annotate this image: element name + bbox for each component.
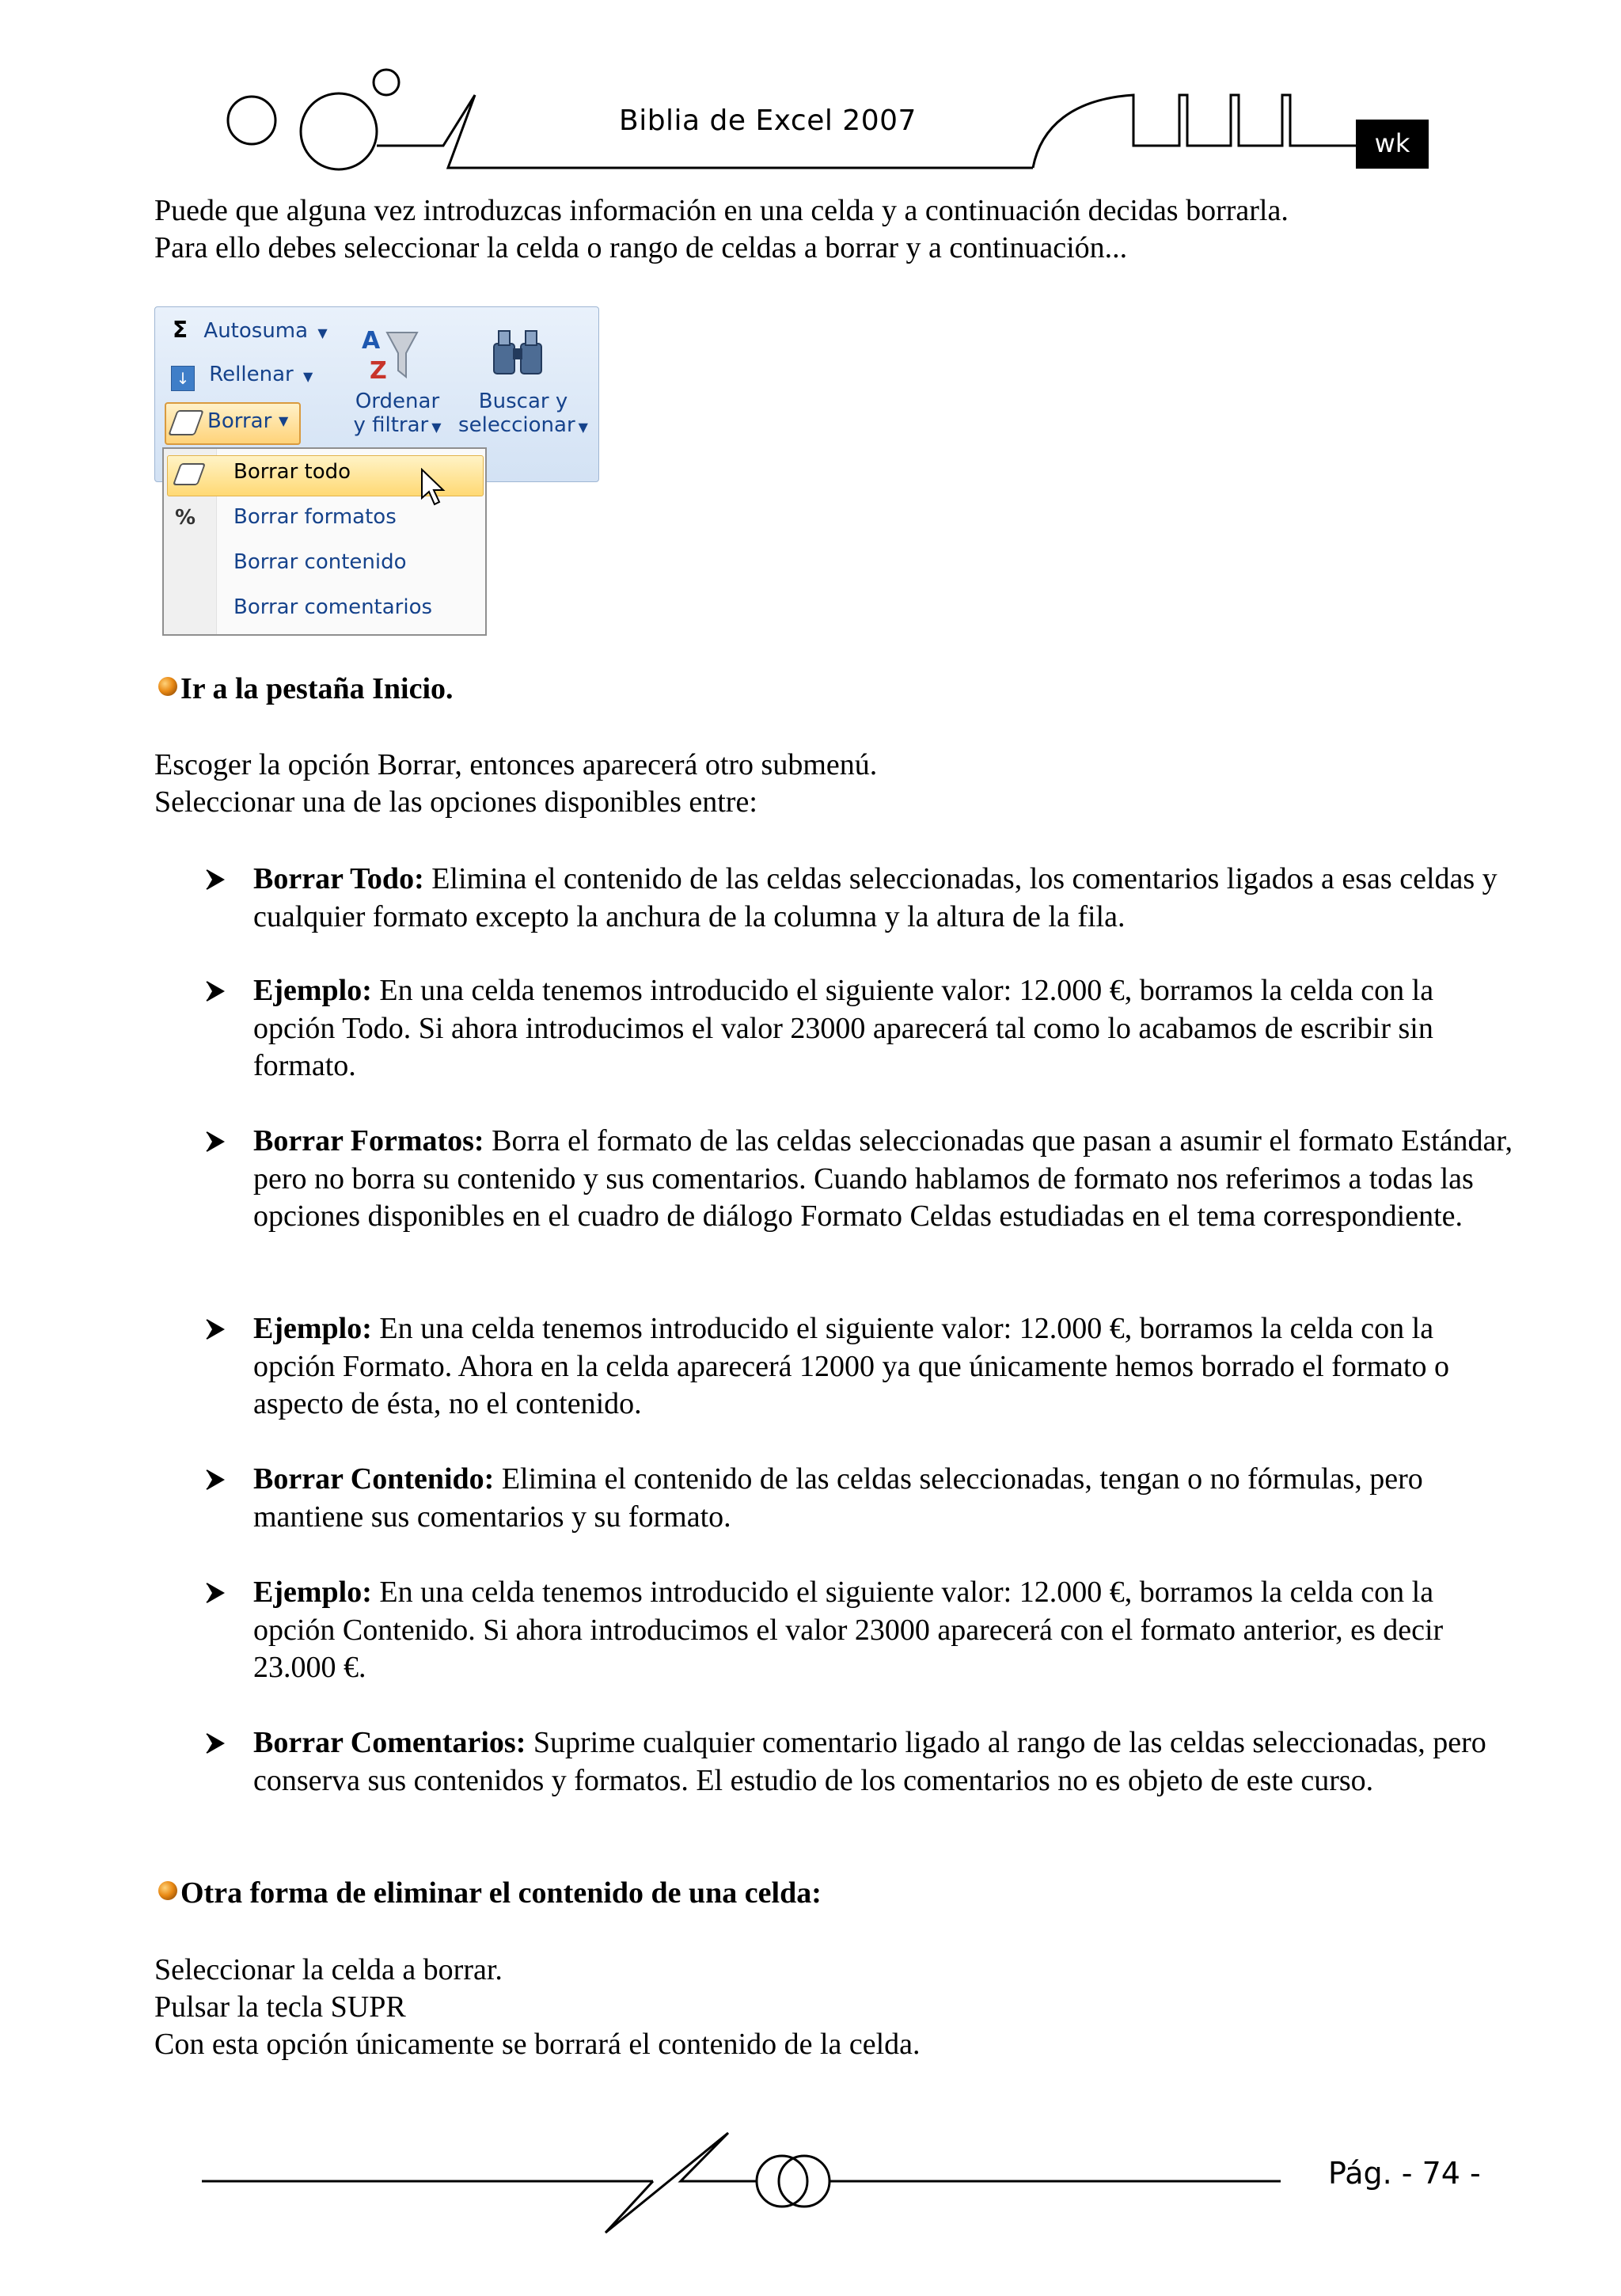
arrow-bullet-icon [204,1579,228,1610]
orange-bullet-icon [158,1881,177,1900]
find-select-button[interactable]: Buscar y seleccionar ▼ [458,390,588,437]
fill-down-icon: ↓ [171,366,195,391]
sort-filter-icon [357,321,420,385]
list-item: Ejemplo: En una celda tenemos introducido el siguiente valor: 12.000 €, borramos la celda con la opción Formato. Ahora en la celda aparecerá 12000 ya que únicamente hemos borrado el formato o aspecto de ésta, no el contenido. [204,1310,1518,1424]
list-item: Borrar Comentarios: Suprime cualquier comentario ligado al rango de las celdas seleccionadas, pero conserva sus contenidos y formatos. El estudio de los comentarios no es objeto de este curso. [204,1724,1518,1800]
list-item: Ejemplo: En una celda tenemos introducido el siguiente valor: 12.000 €, borramos la celda con la opción Contenido. Si ahora introducimos el valor 23000 aparecerá con el formato anterior, es decir 23.000 €. [204,1574,1518,1687]
mouse-cursor-icon [420,468,447,507]
orange-bullet-icon [158,677,177,696]
dropdown-arrow-icon: ▼ [317,325,328,340]
clear-button[interactable]: Borrar ▼ [165,402,301,445]
menu-item-clear-formats[interactable]: Borrar formatos [233,505,397,529]
wk-badge: wk [1356,120,1429,169]
menu-item-clear-contents[interactable]: Borrar contenido [233,550,407,574]
header-decoration [0,0,1621,206]
section1-line-2: Seleccionar una de las opciones disponibles entre: [154,785,757,819]
list-item: Borrar Formatos: Borra el formato de las celdas seleccionadas que pasan a asumir el formato Estándar, pero no borra su contenido y sus comentarios. Cuando hablamos de formato nos referimos a todas las opciones disponibles en el cuadro de diálogo Formato Celdas estudiadas en el tema correspondiente. [204,1123,1518,1236]
clear-formats-icon: % [175,506,196,530]
section2-line-1: Seleccionar la celda a borrar. [154,1953,503,1986]
autosum-button[interactable]: Σ Autosuma ▼ [173,317,328,343]
fill-button[interactable]: ↓ Rellenar ▼ [171,363,313,391]
list-item: Ejemplo: En una celda tenemos introducido el siguiente valor: 12.000 €, borramos la celda con la opción Todo. Si ahora introducimos el valor 23000 aparecerá tal como lo acabamos de escribir sin formato. [204,972,1518,1085]
list-item: Borrar Todo: Elimina el contenido de las celdas seleccionadas, los comentarios ligados a esas celdas y cualquier formato excepto la anchura de la columna y la altura de la fila. [204,861,1518,936]
arrow-bullet-icon [204,865,228,897]
dropdown-arrow-icon: ▼ [578,420,588,435]
page-number: Pág. - 74 - [1328,2156,1481,2191]
arrow-bullet-icon [204,1315,228,1347]
arrow-bullet-icon [204,1465,228,1497]
section2-line-3: Con esta opción únicamente se borrará el contenido de la celda. [154,2028,921,2061]
section-heading-1: Ir a la pestaña Inicio. [158,671,454,708]
arrow-bullet-icon [204,1729,228,1761]
menu-item-clear-comments[interactable]: Borrar comentarios [233,595,433,619]
binoculars-icon [486,321,549,385]
sort-filter-button[interactable]: Ordenar y filtrar ▼ [353,390,442,437]
dropdown-arrow-icon: ▼ [302,369,313,384]
svg-text:A: A [362,327,381,355]
clear-dropdown-menu [162,447,487,636]
dropdown-arrow-icon: ▼ [431,420,442,435]
sigma-icon: Σ [173,317,188,343]
eraser-icon [168,410,204,435]
section2-line-2: Pulsar la tecla SUPR [154,1990,406,2024]
arrow-bullet-icon [204,1127,228,1159]
intro-line-1: Puede que alguna vez introduzcas información en una celda y a continuación decidas borrarla. [154,194,1289,227]
header-title: Biblia de Excel 2007 [619,105,917,137]
menu-item-clear-all[interactable]: Borrar todo [233,460,351,484]
section-heading-2: Otra forma de eliminar el contenido de una celda: [158,1875,822,1912]
arrow-bullet-icon [204,977,228,1009]
list-item: Borrar Contenido: Elimina el contenido de las celdas seleccionadas, tengan o no fórmulas, pero mantiene sus comentarios y su formato. [204,1461,1518,1536]
svg-text:Z: Z [370,357,387,385]
dropdown-arrow-icon: ▼ [279,413,289,428]
intro-line-2: Para ello debes seleccionar la celda o rango de celdas a borrar y a continuación... [154,231,1128,264]
section1-line-1: Escoger la opción Borrar, entonces aparecerá otro submenú. [154,748,878,781]
